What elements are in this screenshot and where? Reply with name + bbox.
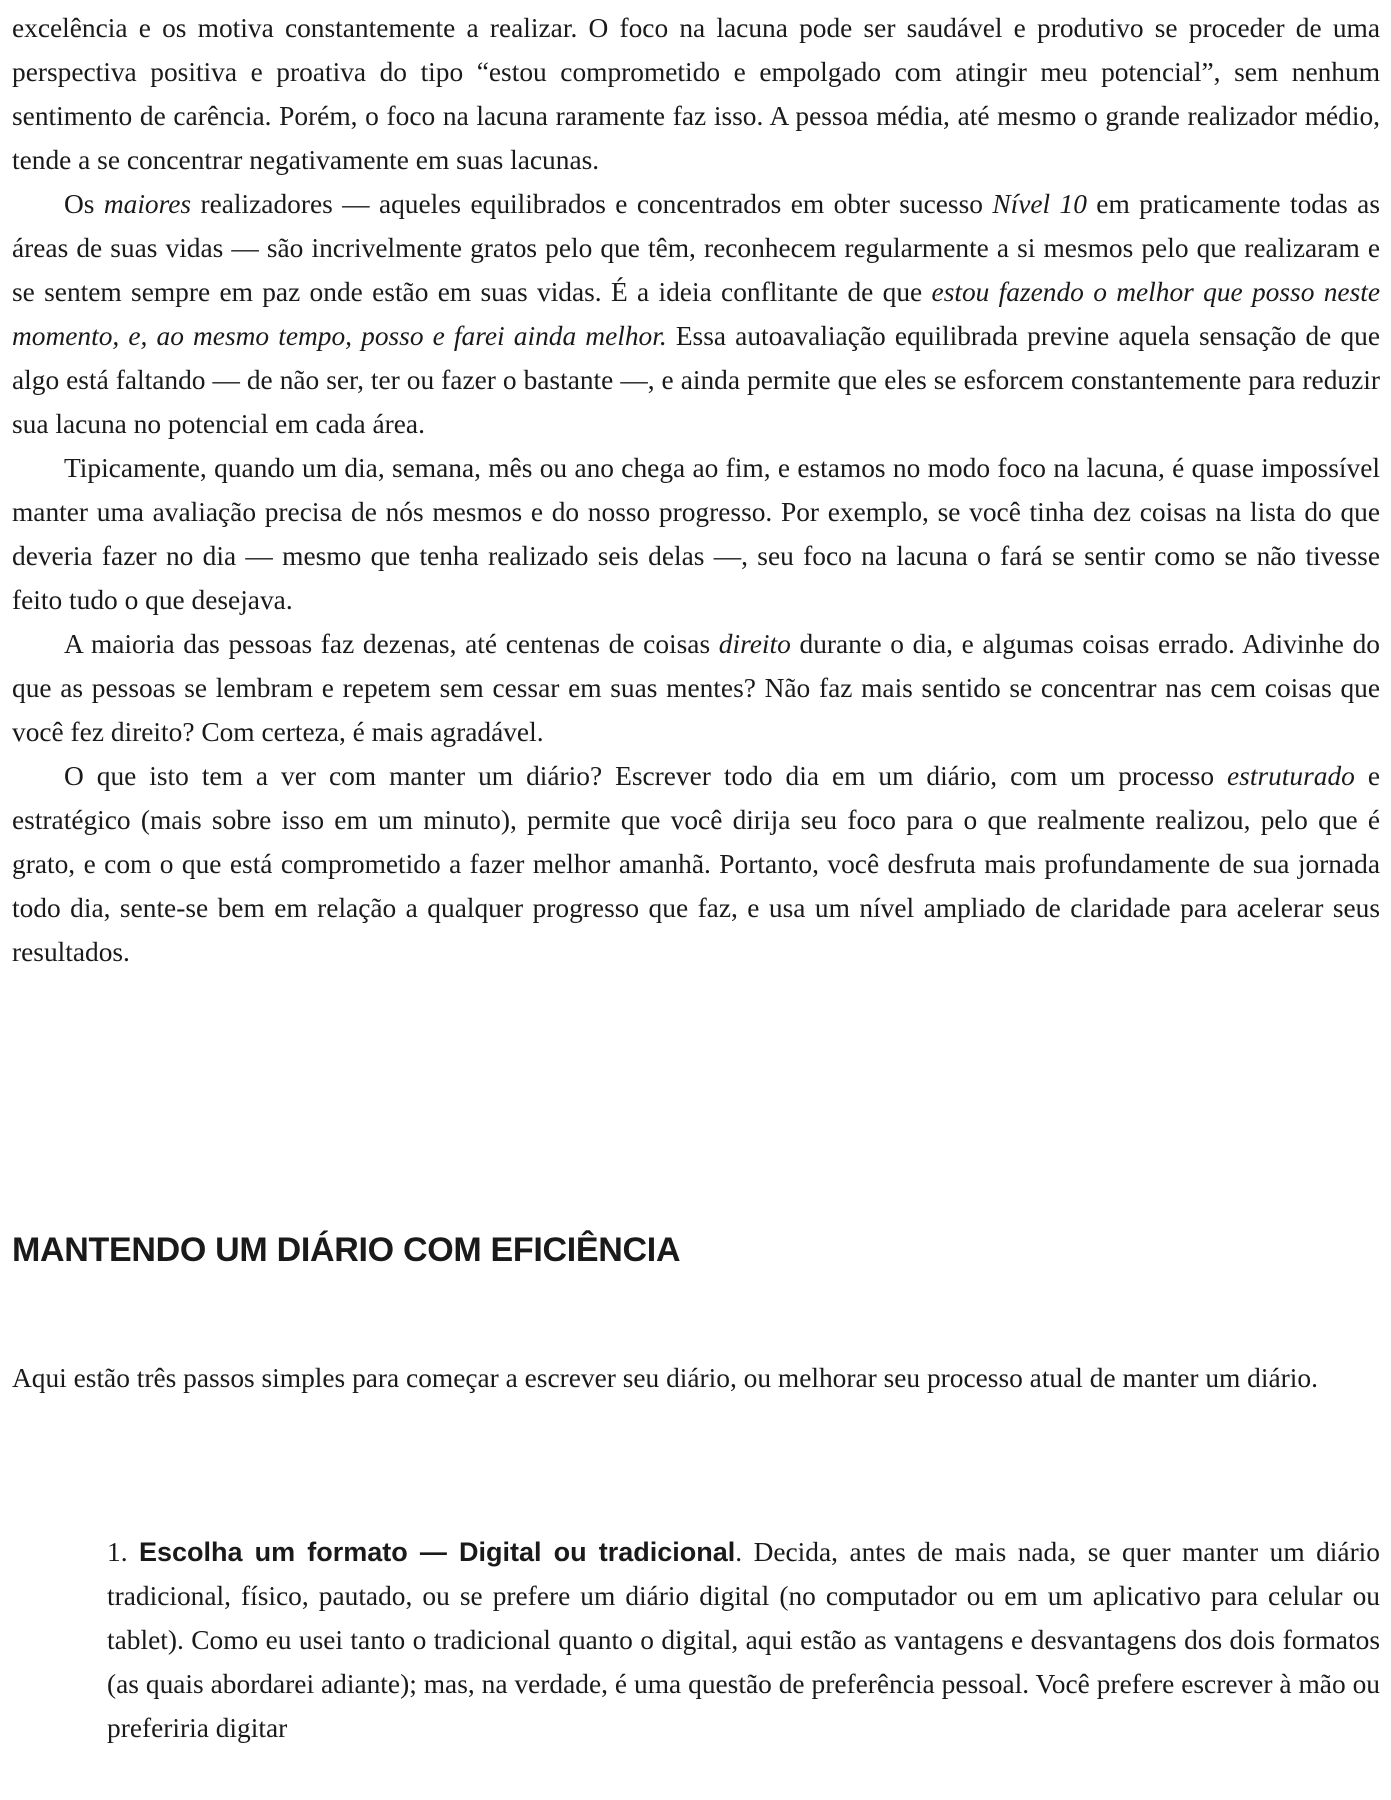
body-paragraph-5 xyxy=(12,754,1380,974)
body-paragraph-4 xyxy=(12,622,1380,754)
list-item-number: 1. xyxy=(107,1537,128,1567)
emphasis-text: Nível 10 xyxy=(992,189,1087,219)
list-item-title: Escolha um formato — Digital ou tradicional xyxy=(139,1537,736,1567)
section-heading: MANTENDO UM DIÁRIO COM EFICIÊNCIA xyxy=(12,1231,681,1269)
list-item-text: . Decida, antes de mais nada, se quer manter um diário tradicional, físico, pautado, ou se prefere um diário digital (no computador ou em um aplicativo para celular ou tablet). Como eu usei tanto o tradicional quanto o digital, aqui estão as vantagens e desvantagens dos dois formatos (as quais abordarei adiante); mas, na verdade, é uma questão de preferência pessoal. Você prefere escrever à mão ou preferiria digitar xyxy=(107,1537,1380,1743)
emphasis-text: direito xyxy=(718,629,791,659)
paragraph-text: durante o dia, e algumas coisas errado. Adivinhe do que as pessoas se lembram e repetem sem cessar em suas mentes? Não faz mais sentido se concentrar nas cem coisas que você fez direito? Com certeza, é mais agradável. xyxy=(12,629,1380,747)
emphasis-text: maiores xyxy=(103,189,192,219)
body-paragraph-3 xyxy=(12,446,1380,622)
paragraph-text: excelência e os motiva constantemente a realizar. O foco na lacuna pode ser saudável e produtivo se proceder de uma perspectiva positiva e proativa do tipo “estou comprometido e empolgado com atingir meu potencial”, sem nenhum sentimento de carência. Porém, o foco na lacuna raramente faz isso. A pessoa média, até mesmo o grande realizador médio, tende a se concentrar negativamente em suas lacunas. xyxy=(12,13,1380,175)
steps-list xyxy=(107,1530,1380,1750)
body-paragraph-2 xyxy=(12,182,1380,446)
paragraph-text: realizadores — aqueles equilibrados e concentrados em obter sucesso xyxy=(191,189,993,219)
paragraph-text: A maioria das pessoas faz dezenas, até centenas de coisas xyxy=(64,629,719,659)
section-intro: Aqui estão três passos simples para começar a escrever seu diário, ou melhorar seu processo atual de manter um diário. xyxy=(12,1363,1318,1393)
document-page xyxy=(12,6,1381,1743)
paragraph-text: O que isto tem a ver com manter um diário? Escrever todo dia em um diário, com um processo xyxy=(64,761,1228,791)
paragraph-text: em praticamente todas as áreas de suas vidas — são incrivelmente gratos pelo que têm, reconhecem regularmente a si mesmos pelo que realizaram e se sentem sempre em paz onde estão em suas vidas. É a ideia conflitante de que xyxy=(12,189,1381,307)
paragraph-text: Os xyxy=(64,189,104,219)
paragraph-text: e estratégico (mais sobre isso em um minuto), permite que você dirija seu foco para o que realmente realizou, pelo que é grato, e com o que está comprometido a fazer melhor amanhã. Portanto, você desfruta mais profundamente de sua jornada todo dia, sente-se bem em relação a qualquer progresso que faz, e usa um nível ampliado de claridade para acelerar seus resultados. xyxy=(12,761,1380,967)
emphasis-text: estruturado xyxy=(1227,761,1355,791)
paragraph-text: Tipicamente, quando um dia, semana, mês ou ano chega ao fim, e estamos no modo foco na lacuna, é quase impossível manter uma avaliação precisa de nós mesmos e do nosso progresso. Por exemplo, se você tinha dez coisas na lista do que deveria fazer no dia — mesmo que tenha realizado seis delas —, seu foco na lacuna o fará se sentir como se não tivesse feito tudo o que desejava. xyxy=(12,453,1380,615)
emphasis-text: estou fazendo o melhor que posso neste momento, e, ao mesmo tempo, posso e farei ainda melhor. xyxy=(12,277,1380,351)
list-item xyxy=(107,1530,1380,1750)
paragraph-text: Essa autoavaliação equilibrada previne aquela sensação de que algo está faltando — de não ser, ter ou fazer o bastante —, e ainda permite que eles se esforcem constantemente para reduzir sua lacuna no potencial em cada área. xyxy=(12,321,1380,439)
body-paragraph-1 xyxy=(12,6,1380,182)
